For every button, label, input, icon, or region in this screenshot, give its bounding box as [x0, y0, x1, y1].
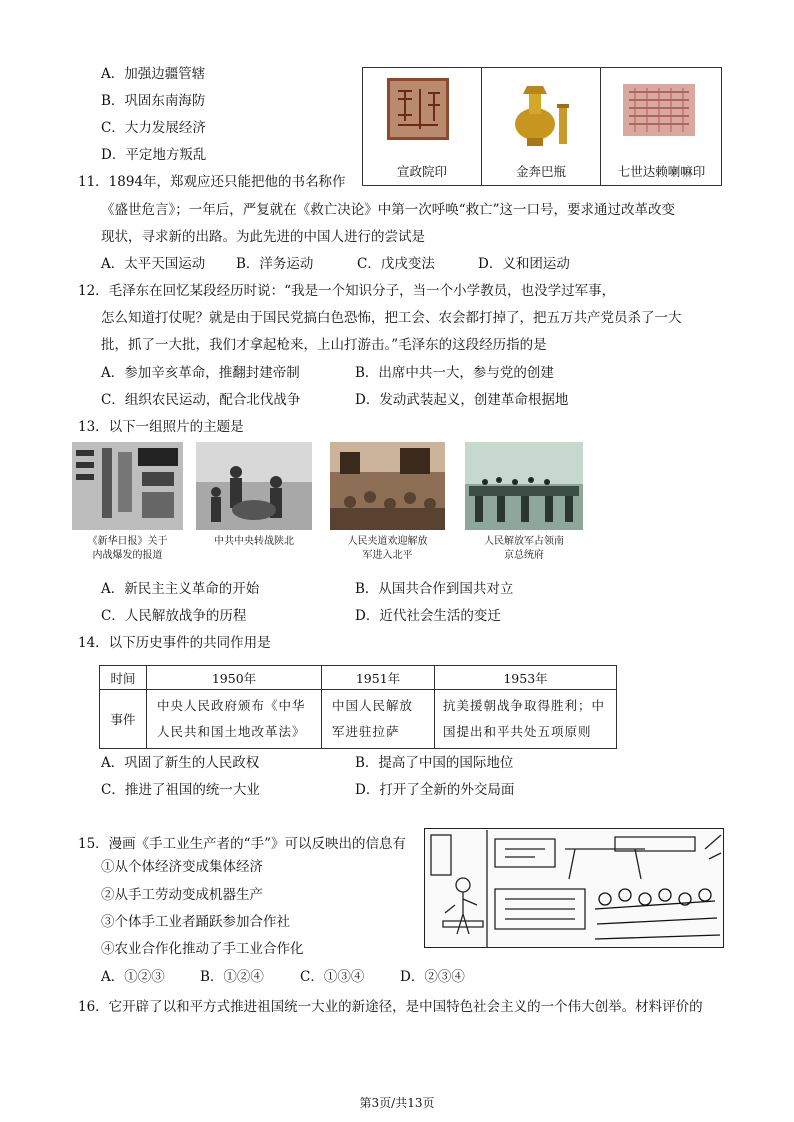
caption-beiping: 人民夹道欢迎解放 军进入北平 — [347, 536, 428, 561]
newspaper-photo — [72, 442, 183, 530]
q13-option-a: A．新民主主义革命的开始 — [101, 581, 260, 597]
q11-option-b: B．洋务运动 — [236, 256, 314, 272]
q11-stem-line2: 《盛世危言》；一年后，严复就在《救亡决论》中第一次呼唤“救亡”这一口号，要求通过改革改变 — [101, 202, 676, 218]
q10-option-b: B．巩固东南海防 — [101, 93, 206, 109]
q11-option-d: D．义和团运动 — [478, 256, 570, 272]
handicraft-cartoon — [424, 828, 724, 948]
q11-option-c: C．戊戌变法 — [357, 256, 435, 272]
q11-option-a: A．太平天国运动 — [101, 256, 206, 272]
caption-xuanzheng-seal: 宣政院印 — [396, 164, 447, 179]
q12-option-c: C．组织农民运动，配合北伐战争 — [101, 392, 301, 408]
q13-option-b: B．从国共合作到国共对立 — [355, 581, 514, 597]
dalai-lama-seal-image — [623, 84, 695, 136]
q12-stem-line3: 批，抓了一大批，我们才拿起枪来，上山打游击。”毛泽东的这段经历指的是 — [101, 337, 547, 353]
table-year-1953: 1953年 — [435, 666, 617, 690]
caption-nanjing: 人民解放军占领南 京总统府 — [484, 536, 564, 561]
nanjing-presidential-palace-photo — [465, 442, 583, 530]
q13-option-c: C．人民解放战争的历程 — [101, 608, 247, 624]
beiping-welcome-photo — [330, 442, 445, 530]
table-year-1951: 1951年 — [322, 666, 435, 690]
q15-item-2: ②从手工劳动变成机器生产 — [101, 887, 263, 903]
golden-urn-image — [507, 76, 577, 148]
q10-image-table — [362, 67, 722, 186]
q12-stem-line2: 怎么知道打仗呢？就是由于国民党搞白色恐怖，把工会、农会都打掉了，把五万共产党员杀了一大 — [101, 310, 682, 326]
q15-option-b: B．①②④ — [200, 969, 264, 985]
table-header-time: 时间 — [100, 666, 147, 690]
q10-option-a: A．加强边疆管辖 — [101, 66, 206, 82]
q14-stem: 14．以下历史事件的共同作用是 — [78, 635, 271, 651]
table-event-1951: 中国人民解放军进驻拉萨 — [322, 690, 435, 749]
q14-option-b: B．提高了中国的国际地位 — [355, 755, 514, 771]
q12-stem-line1: 12．毛泽东在回忆某段经历时说：“我是一个知识分子，当一个小学教员，也没学过军事， — [78, 283, 616, 299]
table-event-1950: 中央人民政府颁布《中华人民共和国土地改革法》 — [147, 690, 322, 749]
q15-option-a: A．①②③ — [101, 969, 165, 985]
table-header-event: 事件 — [100, 690, 147, 749]
q11-stem-line1: 11．1894年，郑观应还只能把他的书名称作 — [78, 174, 346, 190]
caption-golden-urn: 金奔巴瓶 — [515, 164, 566, 179]
shaanbei-march-photo — [196, 442, 312, 530]
q12-option-a: A．参加辛亥革命，推翻封建帝制 — [101, 365, 300, 381]
q12-option-b: B．出席中共一大，参与党的创建 — [355, 365, 554, 381]
xuanzheng-seal-image — [387, 78, 449, 140]
table-year-1950: 1950年 — [147, 666, 322, 690]
q13-option-d: D．近代社会生活的变迁 — [355, 608, 501, 624]
q15-item-3: ③个体手工业者踊跃参加合作社 — [101, 914, 290, 930]
q14-events-table — [99, 665, 617, 749]
caption-newspaper: 《新华日报》关于 内战爆发的报道 — [87, 536, 168, 561]
q16-stem-line1: 16．它开辟了以和平方式推进祖国统一大业的新途径，是中国特色社会主义的一个伟大创举。材料评价的 — [78, 999, 703, 1015]
table-event-1953: 抗美援朝战争取得胜利；中国提出和平共处五项原则 — [435, 690, 617, 749]
q14-option-d: D．打开了全新的外交局面 — [355, 782, 515, 798]
q11-stem-line3: 现状，寻求新的出路。为此先进的中国人进行的尝试是 — [101, 229, 425, 245]
q15-option-c: C．①③④ — [300, 969, 365, 985]
q15-option-d: D．②③④ — [400, 969, 465, 985]
q15-item-1: ①从个体经济变成集体经济 — [101, 859, 263, 875]
caption-dalai-seal: 七世达赖喇嘛印 — [617, 164, 706, 179]
q13-stem: 13．以下一组照片的主题是 — [78, 419, 244, 435]
page-number-footer: 第3页/共13页 — [359, 1096, 435, 1110]
q14-option-c: C．推进了祖国的统一大业 — [101, 782, 260, 798]
q15-stem: 15．漫画《手工业生产者的“手”》可以反映出的信息有 — [78, 836, 406, 852]
q10-option-c: C．大力发展经济 — [101, 120, 206, 136]
q14-option-a: A．巩固了新生的人民政权 — [101, 755, 260, 771]
q15-item-4: ④农业合作化推动了手工业合作化 — [101, 941, 304, 957]
caption-shaanbei: 中共中央转战陕北 — [214, 536, 294, 547]
q12-option-d: D．发动武装起义，创建革命根据地 — [355, 392, 569, 408]
q10-option-d: D．平定地方叛乱 — [101, 147, 207, 163]
